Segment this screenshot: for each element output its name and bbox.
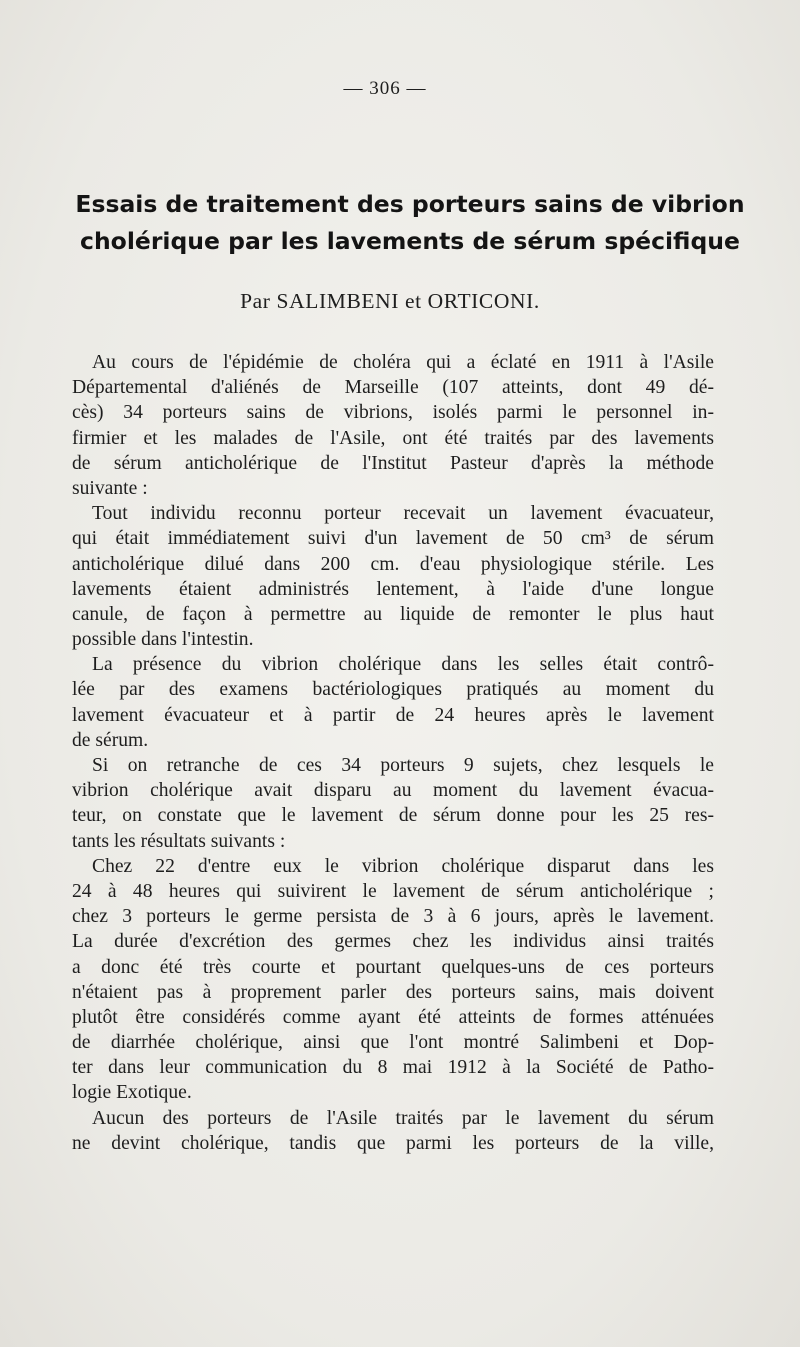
article-title-line: cholérique par les lavements de sérum spécifique	[80, 227, 740, 255]
text-line: La présence du vibrion cholérique dans les selles était contrô-	[92, 654, 714, 676]
article-title	[60, 186, 760, 260]
text-line: Aucun des porteurs de l'Asile traités par le lavement du sérum	[92, 1107, 714, 1129]
article-authors: Par SALIMBENI et ORTICONI.	[240, 289, 540, 313]
text-line: Tout individu reconnu porteur recevait un lavement évacuateur,	[92, 503, 714, 525]
text-line: n'étaient pas à proprement parler des porteurs sains, mais doivent	[72, 981, 714, 1003]
text-line: ne devint cholérique, tandis que parmi les porteurs de la ville,	[72, 1132, 714, 1154]
text-line: suivante :	[72, 477, 148, 499]
page-number: — 306 —	[343, 78, 427, 99]
text-line: ter dans leur communication du 8 mai 1912 à la Société de Patho-	[72, 1057, 714, 1079]
text-line: Au cours de l'épidémie de choléra qui a éclaté en 1911 à l'Asile	[92, 352, 714, 373]
text-line: plutôt être considérés comme ayant été atteints de formes atténuées	[72, 1006, 714, 1028]
text-line: vibrion cholérique avait disparu au moment du lavement évacua-	[72, 780, 714, 802]
text-line: qui était immédiatement suivi d'un lavement de 50 cm³ de sérum	[72, 528, 714, 550]
text-line: anticholérique dilué dans 200 cm. d'eau physiologique stérile. Les	[72, 553, 714, 575]
text-line: tants les résultats suivants :	[72, 830, 286, 852]
article-title-line: Essais de traitement des porteurs sains de vibrion	[75, 190, 745, 218]
text-line: 24 à 48 heures qui suivirent le lavement de sérum anticholérique ;	[72, 880, 714, 902]
article-body	[72, 350, 714, 1156]
text-line: de sérum anticholérique de l'Institut Pasteur d'après la méthode	[72, 452, 714, 474]
text-line: Chez 22 d'entre eux le vibrion cholérique disparut dans les	[92, 855, 714, 877]
text-line: a donc été très courte et pourtant quelques-uns de ces porteurs	[72, 956, 714, 978]
text-line: de diarrhée cholérique, ainsi que l'ont montré Salimbeni et Dop-	[72, 1032, 714, 1054]
text-line: chez 3 porteurs le germe persista de 3 à 6 jours, après le lavement.	[72, 906, 714, 928]
text-line: logie Exotique.	[72, 1082, 192, 1104]
text-line: de sérum.	[72, 729, 149, 751]
text-line: Départemental d'aliénés de Marseille (107 atteints, dont 49 dé-	[72, 377, 714, 399]
text-line: La durée d'excrétion des germes chez les individus ainsi traités	[72, 931, 714, 953]
text-line: Si on retranche de ces 34 porteurs 9 sujets, chez lesquels le	[92, 755, 714, 776]
text-line: cès) 34 porteurs sains de vibrions, isolés parmi le personnel in-	[72, 402, 714, 424]
text-line: possible dans l'intestin.	[72, 629, 254, 651]
text-line: teur, on constate que le lavement de sérum donne pour les 25 res-	[72, 805, 714, 827]
text-line: firmier et les malades de l'Asile, ont été traités par des lavements	[72, 427, 714, 449]
text-line: lavement évacuateur et à partir de 24 heures après le lavement	[72, 704, 714, 726]
text-line: lée par des examens bactériologiques pratiqués au moment du	[72, 679, 714, 701]
text-line: lavements étaient administrés lentement, à l'aide d'une longue	[72, 578, 714, 600]
text-line: canule, de façon à permettre au liquide de remonter le plus haut	[72, 603, 714, 625]
